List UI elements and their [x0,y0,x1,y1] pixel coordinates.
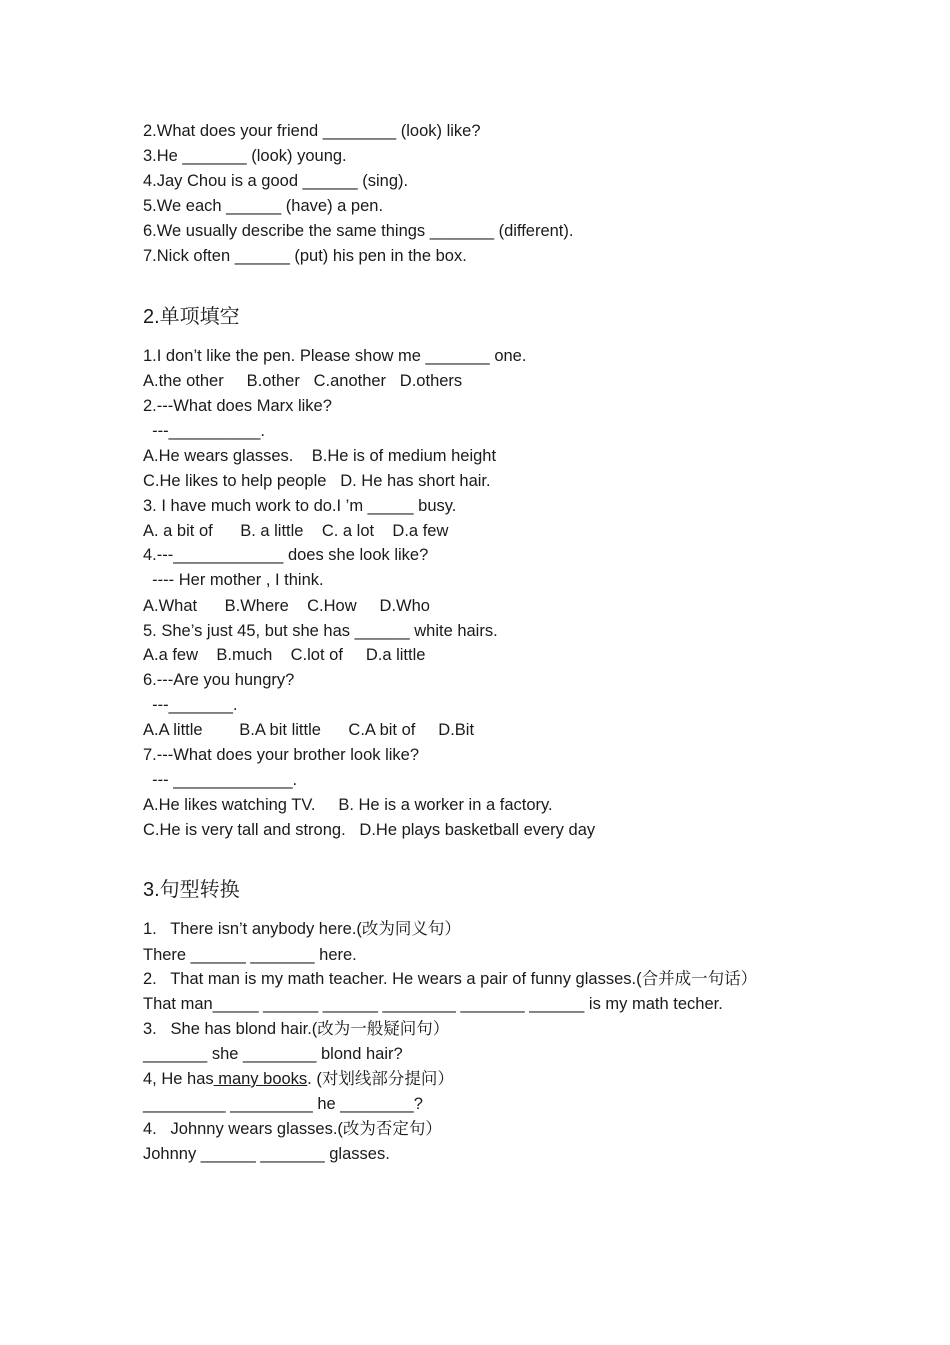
exercise-line: A.He likes watching TV. B. He is a worker in a factory. [143,796,553,814]
exercise-line: A.A little B.A bit little C.A bit of D.Bit [143,721,475,739]
exercise-line: --- _____________. [143,771,298,789]
answer-text: _________ _________ he [143,1095,341,1113]
answer-line: There ______ _______ here. [143,946,357,964]
question-line [143,1069,454,1089]
question-line: 3. She has blond hair.(改为一般疑问句） [143,1020,450,1038]
exercise-line: C.He is very tall and strong. D.He plays basketball every day [143,821,596,839]
question-line: 2. That man is my math teacher. He wears a pair of funny glasses.(合并成一句话） [143,970,758,988]
exercise-line: 2.---What does Marx like? [143,397,332,415]
section-heading-multiple-choice: 2.单项填空 [143,306,240,328]
exercise-line: 6.We usually describe the same things _______ (different). [143,222,574,240]
exercise-line: 4.Jay Chou is a good ______ (sing). [143,172,409,190]
exercise-line: 7.---What does your brother look like? [143,746,420,764]
question-text: . (对划线部分提问） [307,1070,454,1088]
exercise-line: ---_______. [143,696,238,714]
answer-line [143,1094,423,1114]
answer-line: Johnny ______ _______ glasses. [143,1145,390,1163]
exercise-line: A.He wears glasses. B.He is of medium height [143,447,497,465]
exercise-line: 3.He _______ (look) young. [143,147,347,165]
exercise-line: A.the other B.other C.another D.others [143,372,463,390]
underlined-phrase: many books [213,1070,308,1088]
exercise-line: 7.Nick often ______ (put) his pen in the box. [143,247,467,265]
exercise-line: A. a bit of B. a little C. a lot D.a few [143,522,449,540]
exercise-line: 2.What does your friend ________ (look) like? [143,122,481,140]
exercise-line: ---- Her mother , I think. [143,571,324,589]
exercise-line: 5. She’s just 45, but she has ______ white hairs. [143,622,498,640]
exercise-line: 5.We each ______ (have) a pen. [143,197,384,215]
exercise-line: 4.---____________ does she look like? [143,546,429,564]
exercise-line: A.a few B.much C.lot of D.a little [143,646,426,664]
exercise-line: A.What B.Where C.How D.Who [143,597,430,615]
exercise-line: 6.---Are you hungry? [143,671,295,689]
question-line: 1. There isn’t anybody here.(改为同义句） [143,920,461,938]
question-text: 4, He has [143,1070,214,1088]
question-line: 4. Johnny wears glasses.(改为否定句） [143,1120,442,1138]
answer-blank: ________? [340,1095,423,1113]
exercise-line: C.He likes to help people D. He has short hair. [143,472,491,490]
exercise-line: 3. I have much work to do.I ’m _____ busy. [143,497,457,515]
answer-line: That man_____ ______ ______ ________ _______ ______ is my math techer. [143,995,723,1013]
section-heading-sentence-transformation: 3.句型转换 [143,879,240,901]
answer-line: _______ she ________ blond hair? [143,1045,403,1063]
exercise-line: ---__________. [143,422,266,440]
exercise-line: 1.I don’t like the pen. Please show me _______ one. [143,347,527,365]
